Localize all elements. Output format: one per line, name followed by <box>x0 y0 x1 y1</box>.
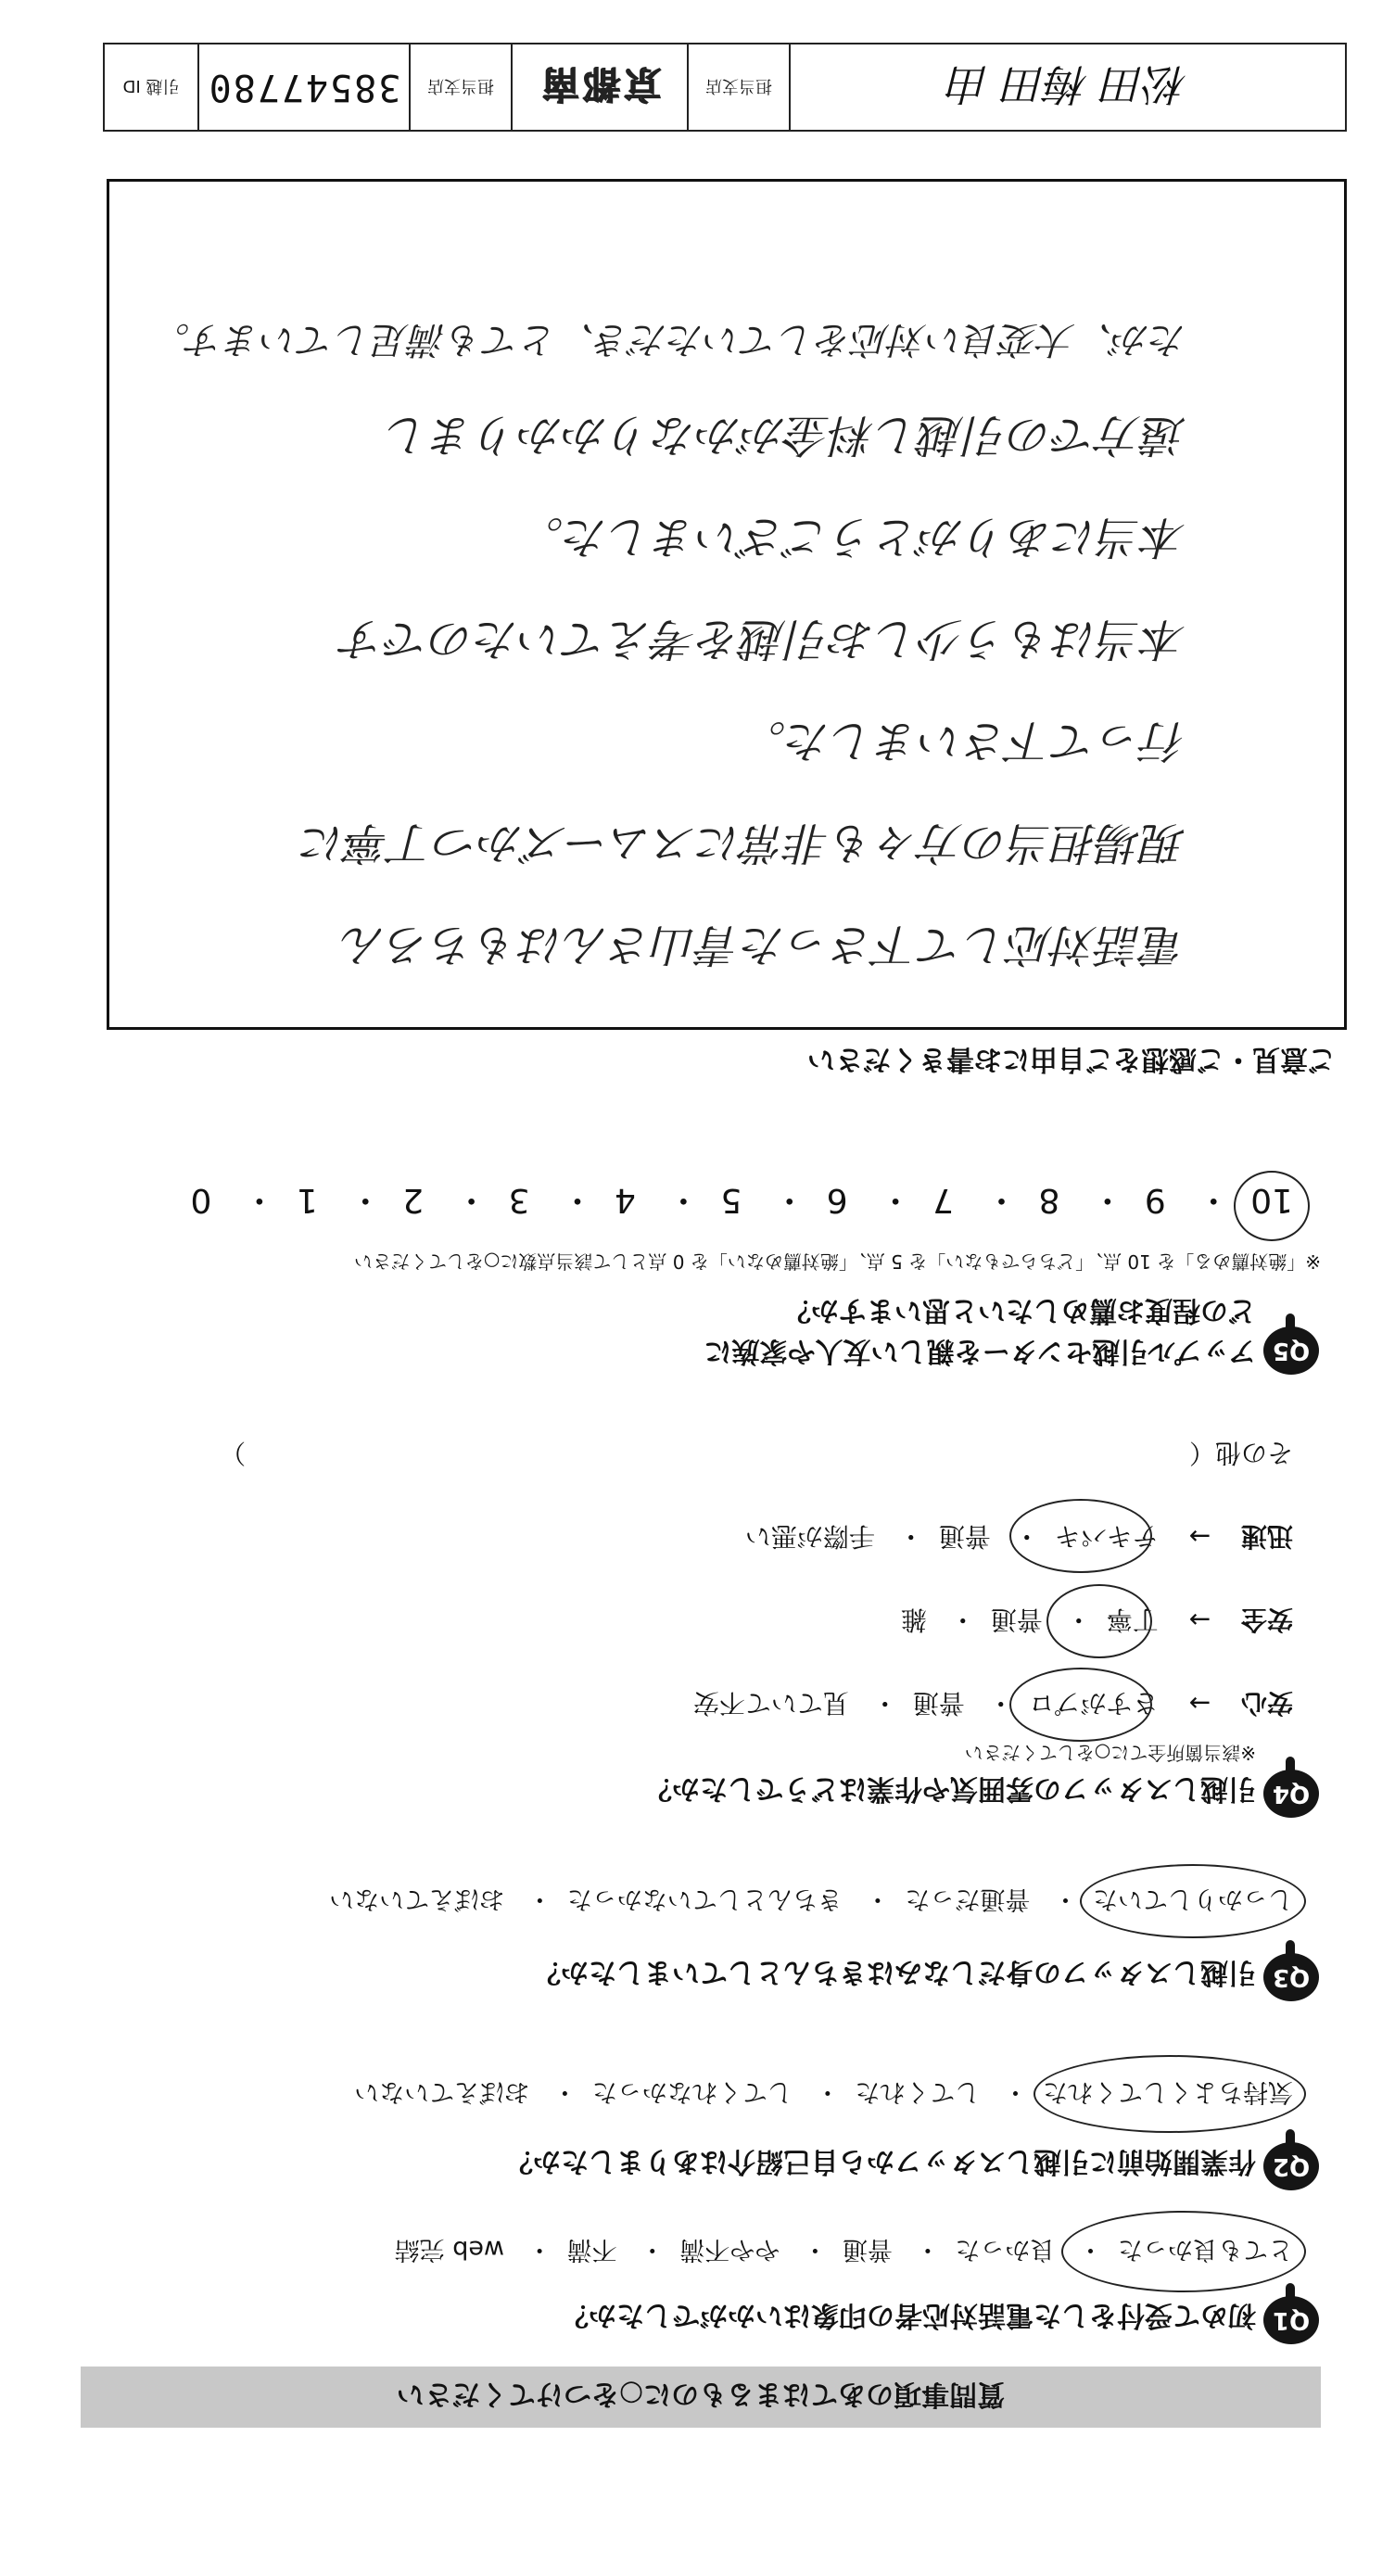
scale-8[interactable]: 8 <box>1038 1181 1060 1219</box>
q4-option[interactable]: 雑 <box>900 1605 927 1635</box>
q5-question-line1: アップル引越センターを親しい友人や家族に <box>704 1335 1256 1367</box>
q4-row-key: 安全 <box>1240 1605 1293 1635</box>
id-label: 引越 ID <box>122 76 180 95</box>
comment-line: 遠方での引越し料金がかなりかかりまし <box>385 409 1186 461</box>
q2-badge: Q2 <box>1263 2142 1319 2190</box>
id-label-cell <box>105 44 197 130</box>
scale-6[interactable]: 6 <box>826 1181 848 1219</box>
arrow-icon: → <box>1188 1605 1211 1635</box>
q1-option[interactable]: 普通 <box>842 2235 893 2264</box>
q3-option[interactable]: おぼえていない <box>329 1884 505 1913</box>
q4-option[interactable]: 見ていて不安 <box>692 1688 849 1719</box>
q4-option[interactable]: 普通 <box>990 1605 1043 1635</box>
arrow-icon: → <box>1188 1521 1211 1552</box>
q3-options: しっかりしていた・ 普通だった・ きちんとしていなかった・ おぼえていない <box>329 1884 1293 1920</box>
comment-line: たが、大変良い対応をしていただき、とても満足しています。 <box>152 318 1186 361</box>
q4-row-safety: 安全 → 丁寧・ 普通・ 雑 <box>901 1603 1293 1640</box>
q4-option[interactable]: 普通 <box>938 1521 991 1552</box>
scale-2[interactable]: 2 <box>402 1181 425 1219</box>
q1-option[interactable]: 良かった <box>955 2235 1056 2264</box>
q1-option[interactable]: 不満 <box>566 2235 617 2264</box>
arrow-icon: → <box>1188 1688 1211 1719</box>
comment-title: ご意見・ご感想をご自由にお書きください <box>107 1034 1347 1090</box>
comment-box <box>107 179 1347 1030</box>
center-label-cell <box>687 44 789 130</box>
q5-badge: Q5 <box>1263 1326 1319 1375</box>
q3-option[interactable]: しっかりしていた <box>1093 1884 1293 1913</box>
comment-line: 本当にありがとうございました。 <box>518 511 1186 563</box>
instructions-banner: 質問事項のあてはまるものに○をつけてください <box>81 2367 1321 2428</box>
q4-other-row <box>220 1436 1293 1473</box>
q3-question: 引越しスタッフの身だしなみはきちんとしていましたか？ <box>533 1956 1256 1988</box>
q5-question-line2: どの程度お薦めしたいと思いますか？ <box>783 1294 1256 1326</box>
scale-1[interactable]: 1 <box>296 1181 318 1219</box>
branch-stamp: 京都南 <box>539 62 661 106</box>
recommend-scale: 10・ 9・ 8・ 7・ 6・ 5・ 4・ 3・ 2・ 1・ 0 <box>190 1181 1293 1219</box>
q1-option[interactable]: やや不満 <box>679 2235 780 2264</box>
customer-name-cell <box>789 44 1345 130</box>
q2-option[interactable]: 気持ちよくしてくれた <box>1043 2077 1293 2106</box>
center-label: 担当支店 <box>705 76 772 95</box>
q2-option[interactable]: おぼえていない <box>354 2077 530 2106</box>
header-bar <box>103 43 1347 132</box>
id-value: 38547780 <box>207 66 401 108</box>
customer-name: 松田 梅田 由 <box>947 59 1188 109</box>
q2-circle <box>1034 2055 1306 2133</box>
q4-option[interactable]: 丁寧 <box>1106 1605 1159 1635</box>
q3-circle <box>1080 1864 1306 1938</box>
q1-badge: Q1 <box>1263 2296 1319 2344</box>
comment-line: 行って下さいました。 <box>741 715 1186 767</box>
q2-options: 気持ちよくしてくれた・ してくれた・ してくれなかった・ おぼえていない <box>354 2076 1293 2113</box>
scale-7[interactable]: 7 <box>932 1181 954 1219</box>
q4-other-label: その他（ <box>1188 1438 1293 1468</box>
q4-row-trust: 安心 → さすがプロ・ 普通・ 見ていて不安 <box>693 1686 1293 1723</box>
scale-3[interactable]: 3 <box>508 1181 530 1219</box>
q4-other-close-paren: ） <box>220 1438 247 1468</box>
q4-option[interactable]: 手際が悪い <box>744 1521 875 1552</box>
q4-row-key: 安心 <box>1240 1688 1293 1719</box>
q4-safety-circle <box>1046 1584 1152 1658</box>
q1-option[interactable]: とても良かった <box>1118 2235 1293 2264</box>
selected-score-circle <box>1234 1171 1310 1241</box>
q3-option[interactable]: 普通だった <box>905 1884 1031 1913</box>
q4-option[interactable]: 普通 <box>912 1688 965 1719</box>
comment-line: 現場担当の方々も非常にスムーズかつ丁寧に <box>300 817 1186 869</box>
q4-option[interactable]: さすがプロ <box>1028 1688 1159 1719</box>
q1-options: とても良かった・ 良かった・ 普通・ やや不満・ 不満・ web 完結 <box>395 2234 1293 2270</box>
q4-note: ※該当箇所全てに○をしてください <box>964 1742 1256 1764</box>
scale-4[interactable]: 4 <box>614 1181 636 1219</box>
q4-question: 引越しスタッフの雰囲気や作業はどうでしたか？ <box>644 1772 1256 1805</box>
q3-option[interactable]: きちんとしていなかった <box>566 1884 843 1913</box>
q1-option[interactable]: web 完結 <box>394 2235 505 2264</box>
q4-badge: Q4 <box>1263 1770 1319 1818</box>
q2-option[interactable]: してくれた <box>855 2077 981 2106</box>
id-value-cell <box>197 44 409 130</box>
scale-10[interactable]: 10 <box>1250 1181 1293 1219</box>
q1-circle <box>1061 2211 1306 2292</box>
q2-question: 作業開始前に引越しスタッフから自己紹介はありましたか？ <box>505 2145 1256 2177</box>
q4-speed-circle <box>1009 1499 1152 1573</box>
q2-option[interactable]: してくれなかった <box>591 2077 793 2106</box>
q1-question: 初めて受付をした電話対応者の印象はいかがでしたか？ <box>561 2299 1256 2331</box>
scale-0[interactable]: 0 <box>190 1181 212 1219</box>
q4-option[interactable]: テキパキ <box>1054 1521 1159 1552</box>
scale-5[interactable]: 5 <box>720 1181 742 1219</box>
comment-line: 本当はもう少しお引越を考えていたのです <box>340 613 1186 665</box>
comment-line: 電話対応して下さった青山さんはもちろん <box>340 919 1186 971</box>
branch-label: 担当支店 <box>427 76 494 95</box>
scale-9[interactable]: 9 <box>1144 1181 1166 1219</box>
branch-label-cell <box>409 44 511 130</box>
q4-trust-circle <box>1009 1668 1152 1742</box>
q3-badge: Q3 <box>1263 1953 1319 2001</box>
q4-row-speed: 迅速 → テキパキ・ 普通・ 手際が悪い <box>745 1519 1293 1556</box>
q4-row-key: 迅速 <box>1240 1521 1293 1552</box>
q5-note: ※「絶対薦める」を 10 点、「どちらでもない」を 5 点、「絶対薦めない」を 0 点として該当点数に○をしてください <box>353 1250 1321 1273</box>
branch-stamp-cell <box>511 44 687 130</box>
